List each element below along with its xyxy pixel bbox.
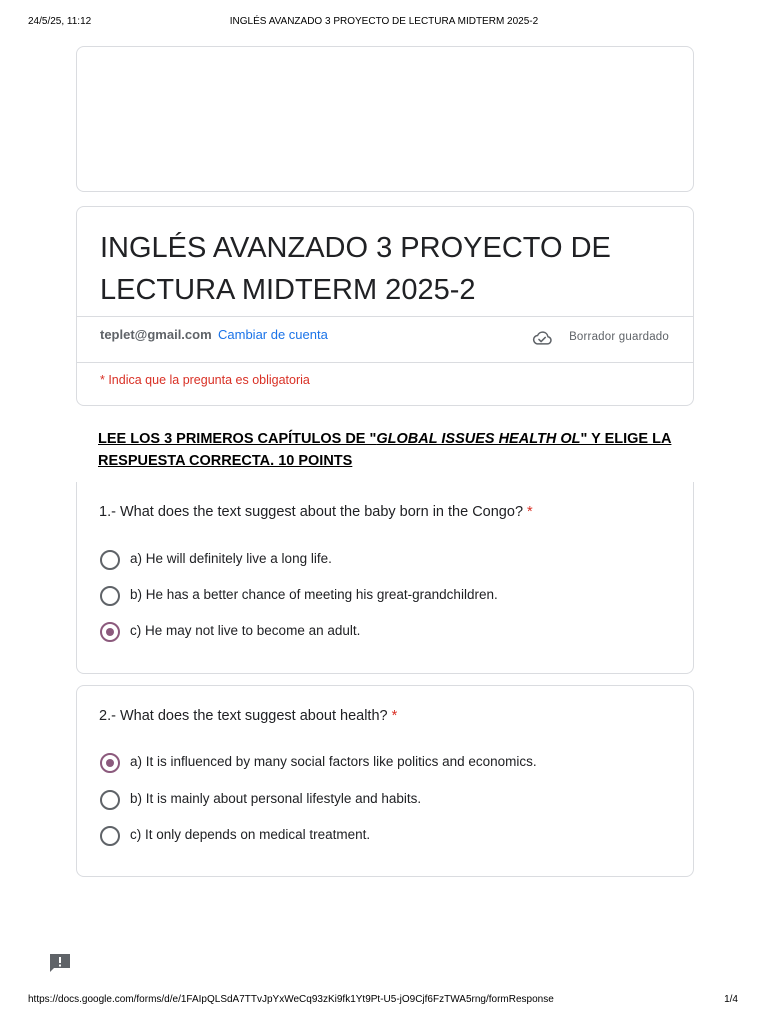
option-label: c) He may not live to become an adult. — [130, 623, 361, 638]
question-card-2 — [76, 685, 694, 877]
question-text: 2.- What does the text suggest about health? * — [99, 708, 398, 724]
option-label: a) It is influenced by many social factors like politics and economics. — [130, 754, 537, 769]
radio-option[interactable] — [99, 622, 659, 644]
switch-account-link[interactable]: Cambiar de cuenta — [218, 327, 328, 342]
radio-option[interactable] — [99, 586, 659, 608]
required-asterisk: * — [391, 708, 398, 724]
required-asterisk: * — [527, 504, 533, 520]
print-url: https://docs.google.com/forms/d/e/1FAIpQLSdA7TTvJpYxWeCq93zKi9fk1Yt9Pt-U5-jO9Cjf6FzTWA5rng/formResponse — [28, 994, 554, 1005]
report-icon[interactable] — [48, 952, 72, 974]
form-banner — [76, 46, 694, 192]
radio-button[interactable] — [100, 790, 120, 810]
radio-button[interactable] — [100, 550, 120, 570]
radio-option[interactable] — [99, 753, 659, 775]
radio-button-selected[interactable] — [100, 622, 120, 642]
radio-button-selected[interactable] — [100, 753, 120, 773]
print-date: 24/5/25, 11:12 — [28, 16, 92, 27]
book-title: GLOBAL ISSUES HEALTH OL — [376, 431, 581, 447]
form-title: INGLÉS AVANZADO 3 PROYECTO DE LECTURA MIDTERM 2025-2 — [100, 232, 611, 306]
cloud-check-icon — [531, 329, 553, 347]
option-label: c) It only depends on medical treatment. — [130, 827, 371, 842]
print-title: INGLÉS AVANZADO 3 PROYECTO DE LECTURA MIDTERM 2025-2 — [229, 16, 539, 27]
account-email: teplet@gmail.com — [100, 327, 212, 342]
page-number: 1/4 — [724, 994, 738, 1005]
radio-option[interactable] — [99, 826, 659, 848]
option-label: a) He will definitely live a long life. — [130, 551, 332, 566]
radio-option[interactable] — [99, 550, 659, 572]
divider — [77, 316, 693, 317]
radio-option[interactable] — [99, 790, 659, 812]
question-card-1 — [76, 482, 694, 674]
question-text: 1.- What does the text suggest about the baby born in the Congo? * — [99, 504, 533, 520]
radio-button[interactable] — [100, 586, 120, 606]
required-note: * Indica que la pregunta es obligatoria — [100, 373, 310, 387]
form-header-card — [76, 206, 694, 406]
divider — [77, 362, 693, 363]
radio-button[interactable] — [100, 826, 120, 846]
section-heading — [98, 428, 678, 472]
save-status-text: Borrador guardado — [569, 331, 669, 343]
option-label: b) He has a better chance of meeting his great-grandchildren. — [130, 587, 498, 602]
heading-part: LEE LOS 3 PRIMEROS CAPÍTULOS DE " — [98, 431, 377, 447]
option-label: b) It is mainly about personal lifestyle and habits. — [130, 791, 422, 806]
heading-part: " Y ELIGE LA RESPUESTA CORRECTA. 10 POINTS — [98, 431, 672, 469]
